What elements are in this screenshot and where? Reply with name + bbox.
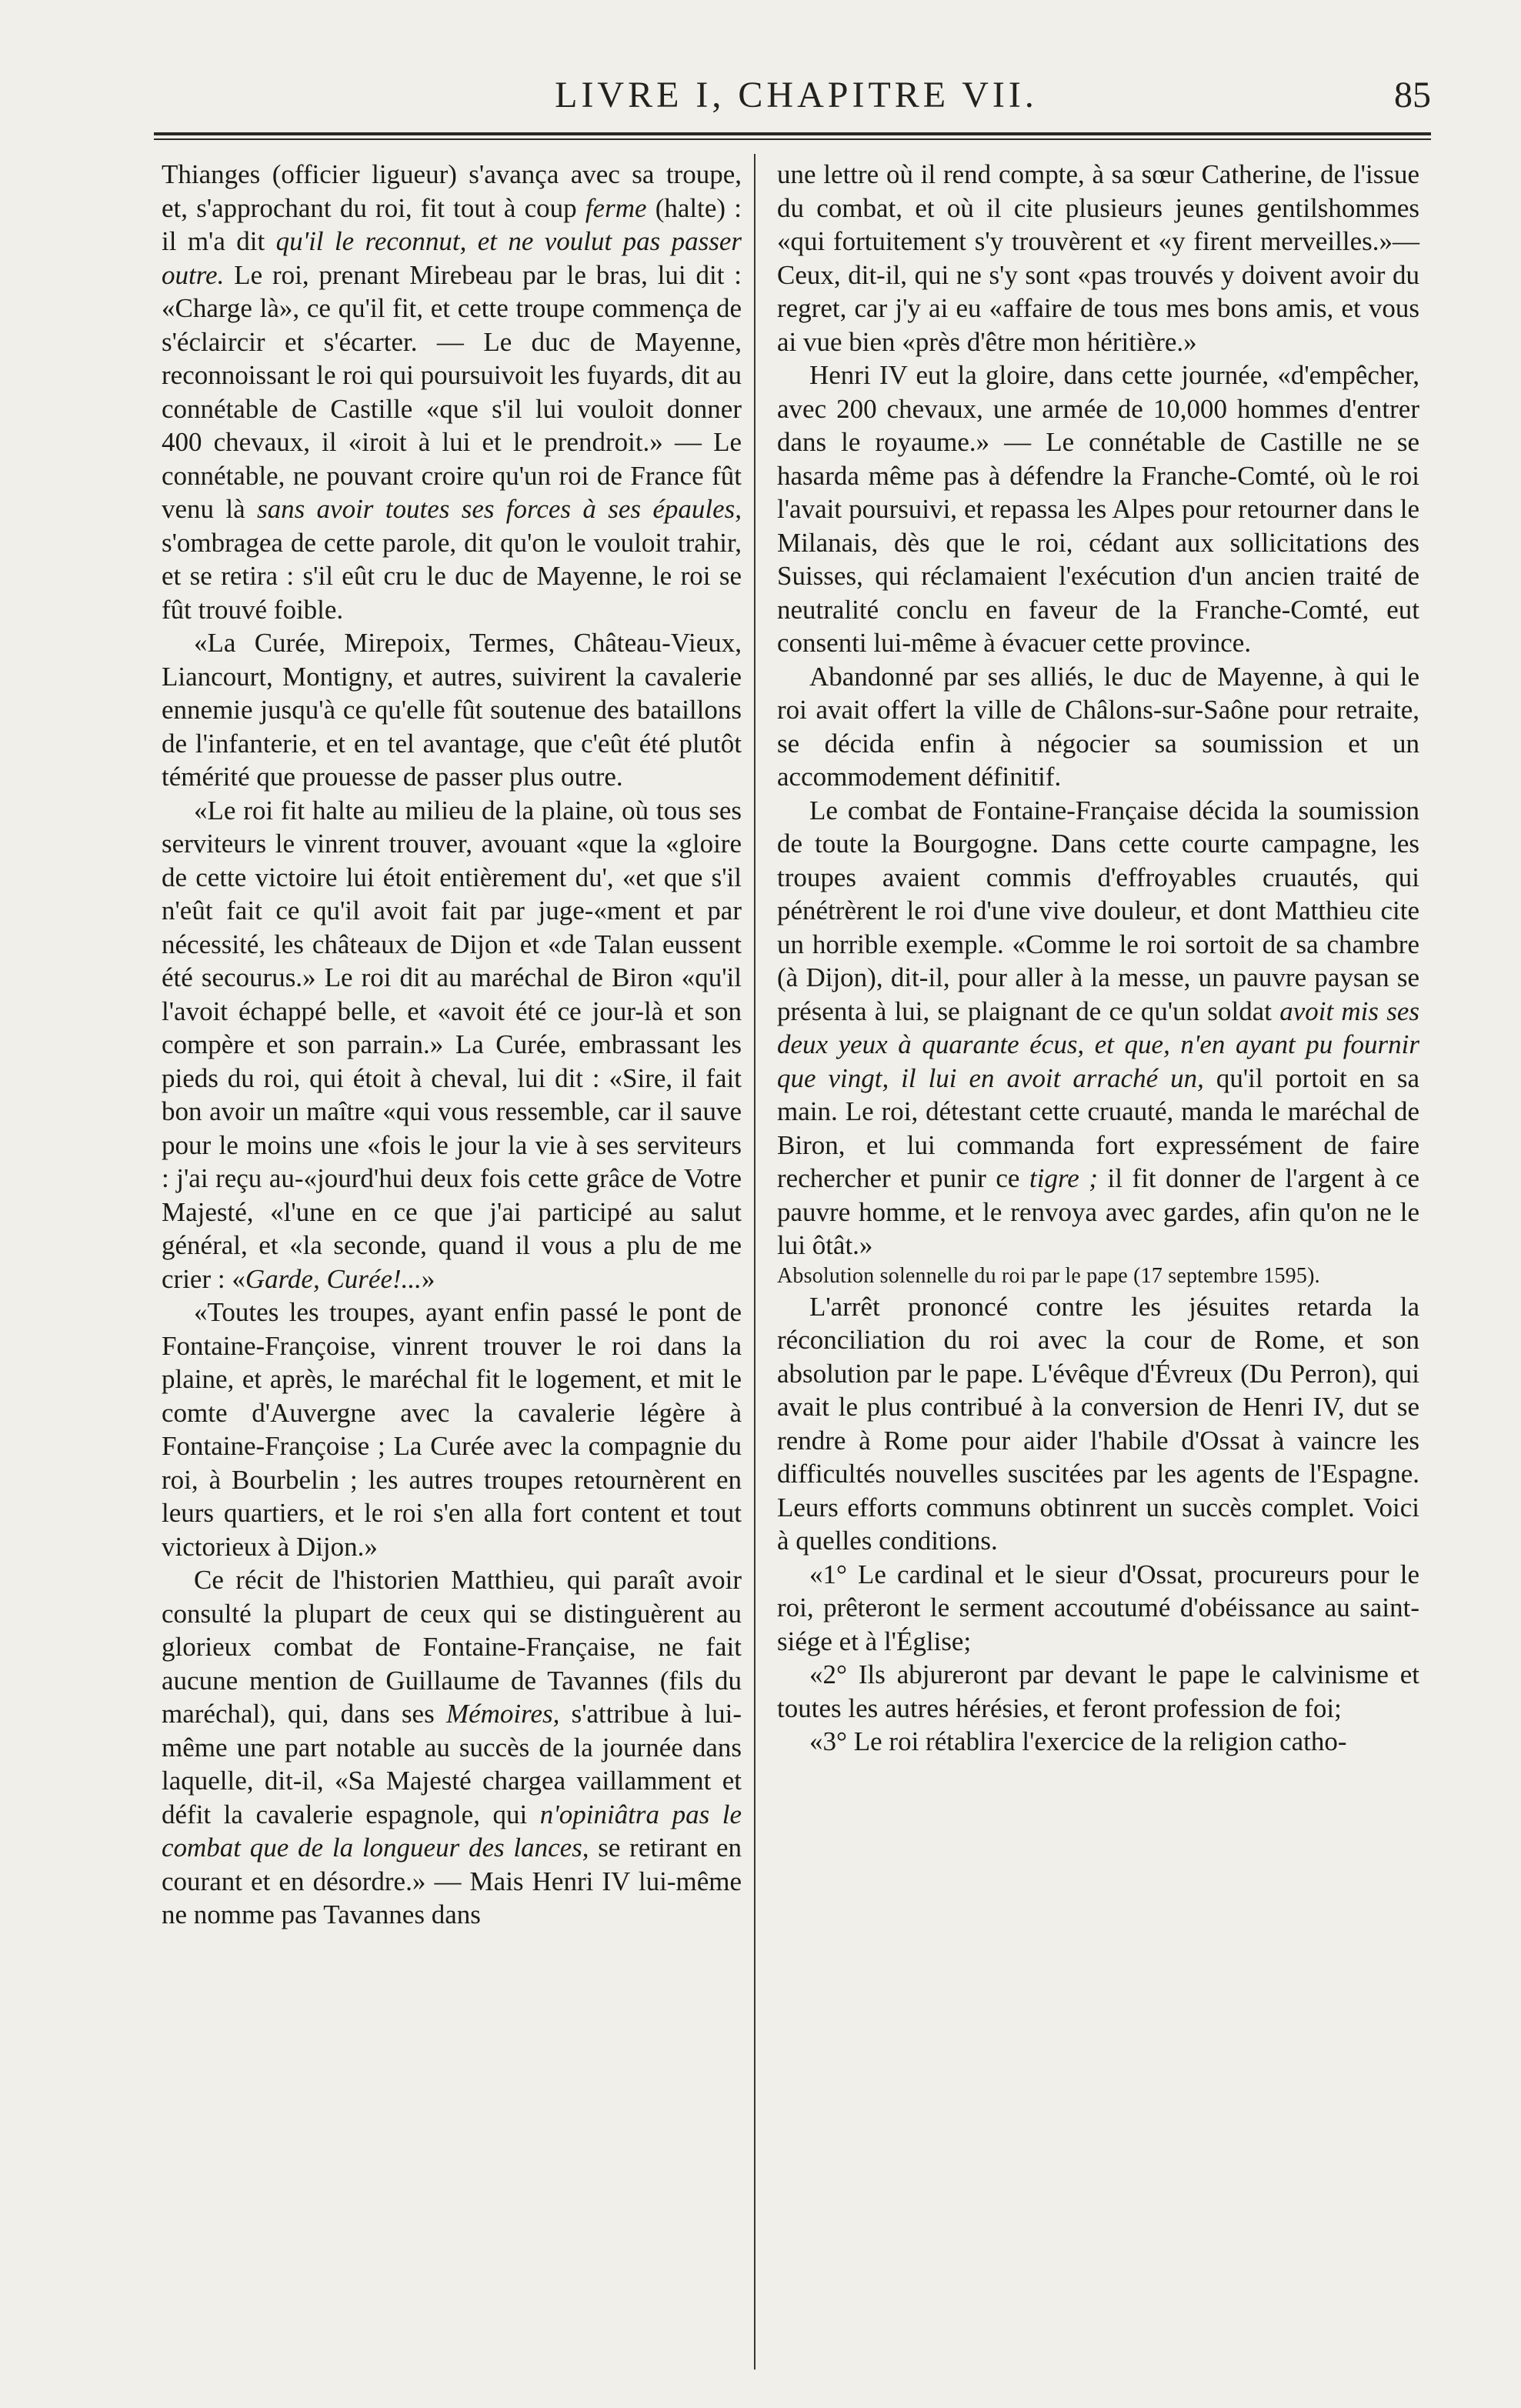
running-header (162, 74, 1431, 135)
right-column (777, 158, 1419, 1759)
paragraph: «La Curée, Mirepoix, Termes, Château-Vieux, Liancourt, Montigny, et autres, suivirent la cavalerie ennemie jusqu'à ce qu'elle fût soutenue des bataillons de l'infanterie, et en tel avantage, que c'eût été plutôt témérité que prouesse de passer plus outre. (162, 628, 742, 792)
paragraph: «3° Le roi rétablira l'exercice de la religion catho- (809, 1726, 1347, 1756)
paragraph: Henri IV eut la gloire, dans cette journée, «d'empêcher, avec 200 chevaux, une armée de 10,000 hommes d'entrer dans le royaume.» — Le connétable de Castille ne se hasarda même pas à défendre la Franche-Comté, où le roi l'avait poursuivi, et repassa les Alpes pour retourner dans le Milanais, dès que le roi, cédant aux sollicitations des Suisses, qui réclamaient l'exécution d'un ancien traité de neutralité conclu en faveur de la Franche-Comté, eut consenti lui-même à évacuer cette province. (777, 360, 1419, 658)
paragraph: Le combat de Fontaine-Française décida la soumission de toute la Bourgogne. Dans cette courte campagne, les troupes avaient commis d'effroyables cruautés, qui pénétrèrent le roi d'une vive douleur, et dont Matthieu cite un horrible exemple. «Comme le roi sortoit de sa chambre (à Dijon), dit-il, pour aller à la messe, un pauvre paysan se présenta à lui, se plaignant de ce qu'un soldat avoit mis ses deux yeux à quarante écus, et que, n'en ayant pu fournir que vingt, il lui en avoit arraché un, qu'il portoit en sa main. Le roi, détestant cette cruauté, manda le maréchal de Biron, et lui commanda fort expressément de faire rechercher et punir ce tigre ; il fit donner de l'argent à ce pauvre homme, et le renvoya avec gardes, afin qu'on ne le lui ôtât.» (777, 795, 1419, 1260)
header-rule-thick (154, 132, 1431, 135)
paragraph: Ce récit de l'historien Matthieu, qui paraît avoir consulté la plupart de ceux qui se distinguèrent au glorieux combat de Fontaine-Française, ne fait aucune mention de Guillaume de Tavannes (fils du maréchal), qui, dans ses Mémoires, s'attribue à lui-même une part notable au succès de la journée dans laquelle, dit-il, «Sa Majesté chargea vaillamment et défit la cavalerie espagnole, qui n'opiniâtra pas le combat que de la longueur des lances, se retirant en courant et en désordre.» — Mais Henri IV lui-même ne nomme pas Tavannes dans (162, 1565, 742, 1929)
header-rule-thin (154, 138, 1431, 140)
paragraph: «2° Ils abjureront par devant le pape le calvinisme et toutes les autres hérésies, et feront profession de foi; (777, 1659, 1419, 1723)
paragraph: Abandonné par ses alliés, le duc de Mayenne, à qui le roi avait offert la ville de Châlons-sur-Saône pour retraite, se décida enfin à négocier sa soumission et un accommodement définitif. (777, 661, 1419, 792)
paragraph: «1° Le cardinal et le sieur d'Ossat, procureurs pour le roi, prêteront le serment accoutumé d'obéissance au saint-siége et à l'Église; (777, 1559, 1419, 1656)
paragraph: Thianges (officier ligueur) s'avança avec sa troupe, et, s'approchant du roi, fit tout à coup ferme (halte) : il m'a dit qu'il le reconnut, et ne voulut pas passer outre. Le roi, prenant Mirebeau par le bras, lui dit : «Charge là», ce qu'il fit, et cette troupe commença de s'éclaircir et s'écarter. — Le duc de Mayenne, reconnoissant le roi qui poursuivoit les fuyards, dit au connétable de Castille «que s'il lui vouloit donner 400 chevaux, il «iroit à lui et le prendroit.» — Le connétable, ne pouvant croire qu'un roi de France fût venu là sans avoir toutes ses forces à ses épaules, s'ombragea de cette parole, dit qu'on le vouloit trahir, et se retira : s'il eût cru le duc de Mayenne, le roi se fût trouvé foible. (162, 159, 742, 625)
paragraph: L'arrêt prononcé contre les jésuites retarda la réconciliation du roi avec la cour de Rome, et son absolution par le pape. L'évêque d'Évreux (Du Perron), qui avait le plus contribué à la conversion de Henri IV, dut se rendre à Rome pour aider l'habile d'Ossat à vaincre les difficultés nouvelles suscitées par les agents de l'Espagne. Leurs efforts communs obtinrent un succès complet. Voici à quelles conditions. (777, 1291, 1419, 1556)
paragraph: «Le roi fit halte au milieu de la plaine, où tous ses serviteurs le vinrent trouver, avouant «que la «gloire de cette victoire lui étoit entièrement du', «et que s'il n'eût fait ce qu'il avoit fait par juge-«ment et par nécessité, les châteaux de Dijon et «de Talan eussent été secourus.» Le roi dit au maréchal de Biron «qu'il l'avoit échappé belle, et «avoit été ce jour-là et son compère et son parrain.» La Curée, embrassant les pieds du roi, qui étoit à cheval, lui dit : «Sire, il fait bon avoir un maître «qui vous ressemble, car il sauve pour le moins une «fois le jour la vie à ses serviteurs : j'ai reçu au-«jourd'hui deux fois cette grâce de Votre Majesté, «l'une en ce que j'ai participé au salut général, et «la seconde, quand il vous a plu de me crier : «Garde, Curée!...» (162, 795, 742, 1294)
paragraph: «Toutes les troupes, ayant enfin passé le pont de Fontaine-Françoise, vinrent trouver le roi dans la plaine, et après, le maréchal fit le logement, et mit le comte d'Auvergne avec la cavalerie légère à Fontaine-Françoise ; La Curée avec la compagnie du roi, à Bourbelin ; les autres troupes retournèrent en leurs quartiers, et le roi s'en alla fort content et tout victorieux à Dijon.» (162, 1297, 742, 1562)
chapter-title: LIVRE I, CHAPITRE VII. (555, 75, 1038, 115)
column-divider (754, 154, 755, 2370)
section-heading: Absolution solennelle du roi par le pape (17 septembre 1595). (777, 1263, 1320, 1288)
left-column (162, 158, 742, 1932)
paragraph: une lettre où il rend compte, à sa sœur Catherine, de l'issue du combat, et où il cite plusieurs jeunes gentilshommes «qui fortuitement s'y trouvèrent et «y firent merveilles.»—Ceux, dit-il, qui ne s'y sont «pas trouvés y doivent avoir du regret, car j'y ai eu «affaire de tous mes bons amis, et vous ai vue bien «près d'être mon héritière.» (777, 159, 1419, 357)
page-number: 85 (1394, 75, 1431, 115)
